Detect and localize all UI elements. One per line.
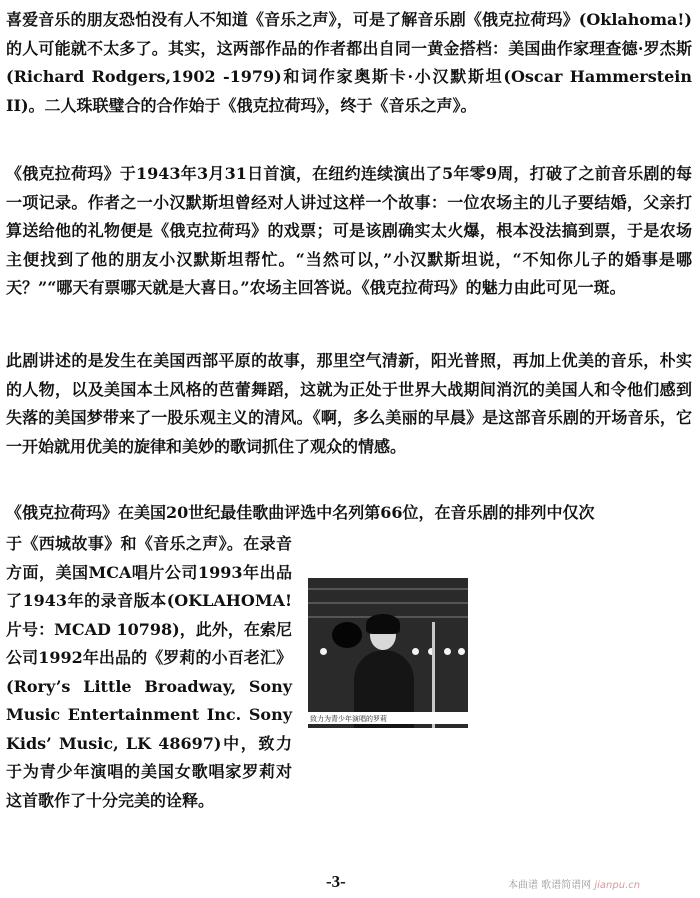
- watermark-text: 本曲谱 歌谱简谱网: [508, 880, 592, 891]
- stage-light: [444, 648, 451, 655]
- watermark-url: jianpu.cn: [594, 880, 641, 891]
- photo-caption: 致力为青少年演唱的罗莉: [308, 712, 470, 724]
- paragraph-story: 此剧讲述的是发生在美国西部平原的故事，那里空气清新，阳光普照，再加上优美的音乐，朴实的人物，以及美国本土风格的芭蕾舞蹈，这就为正处于世界大战期间消沉的美国人和令他们感到失落的美国梦带来了一股乐观主义的清风。《啊，多么美丽的早晨》是这部音乐剧的开场音乐，它一开始就用优美的旋律和美妙的歌词抓住了观众的情感。: [6, 351, 692, 456]
- stage-light: [412, 648, 419, 655]
- paragraph-recordings: 于《西城故事》和《音乐之声》。在录音方面，美国MCA唱片公司1993年出品了1943年的录音版本(OKLAHOMA! 片号：MCAD 10798)，此外，在索尼公司1992年出品的《罗莉的小百老汇》(Rory’s Little Broadway, Sony Music Entertainment Inc. Sony Kids’ Music, LK 48697)中，致力于为青少年演唱的美国女歌唱家罗莉对这首歌作了十分完美的诠释。: [6, 534, 292, 810]
- stage-stripe: [308, 602, 468, 604]
- page-number: -3-: [326, 872, 346, 891]
- stage-light: [458, 648, 465, 655]
- watermark: [508, 876, 640, 891]
- stage-stripe: [308, 588, 468, 590]
- performer-photo: [308, 578, 468, 728]
- paragraph-ranking: 《俄克拉荷玛》在美国20世纪最佳歌曲评选中名列第66位，在音乐剧的排列中仅次: [6, 503, 595, 522]
- performer-hair: [366, 614, 400, 634]
- paragraph-premiere: 《俄克拉荷玛》于1943年3月31日首演，在纽约连续演出了5年零9周，打破了之前音乐剧的每一项记录。作者之一小汉默斯坦曾经对人讲过这样一个故事：一位农场主的儿子要结婚，父亲打算送给他的礼物便是《俄克拉荷玛》的戏票；可是该剧确实太火爆，根本没法搞到票，于是农场主便找到了他的朋友小汉默斯坦帮忙。“当然可以，”小汉默斯坦说，“不知你儿子的婚事是哪天？”“哪天有票哪天就是大喜日。”农场主回答说。《俄克拉荷玛》的魅力由此可见一斑。: [6, 164, 692, 297]
- paragraph-intro: 喜爱音乐的朋友恐怕没有人不知道《音乐之声》，可是了解音乐剧《俄克拉荷玛》(Oklahoma!)的人可能就不太多了。其实，这两部作品的作者都出自同一黄金搭档：美国曲作家理查德·罗杰斯(Richard Rodgers,1902 -1979)和词作家奥斯卡·小汉默斯坦(Oscar Hammerstein II)。二人珠联璧合的合作始于《俄克拉荷玛》，终于《音乐之声》。: [6, 10, 692, 115]
- stage-light: [320, 648, 327, 655]
- hat: [332, 622, 362, 648]
